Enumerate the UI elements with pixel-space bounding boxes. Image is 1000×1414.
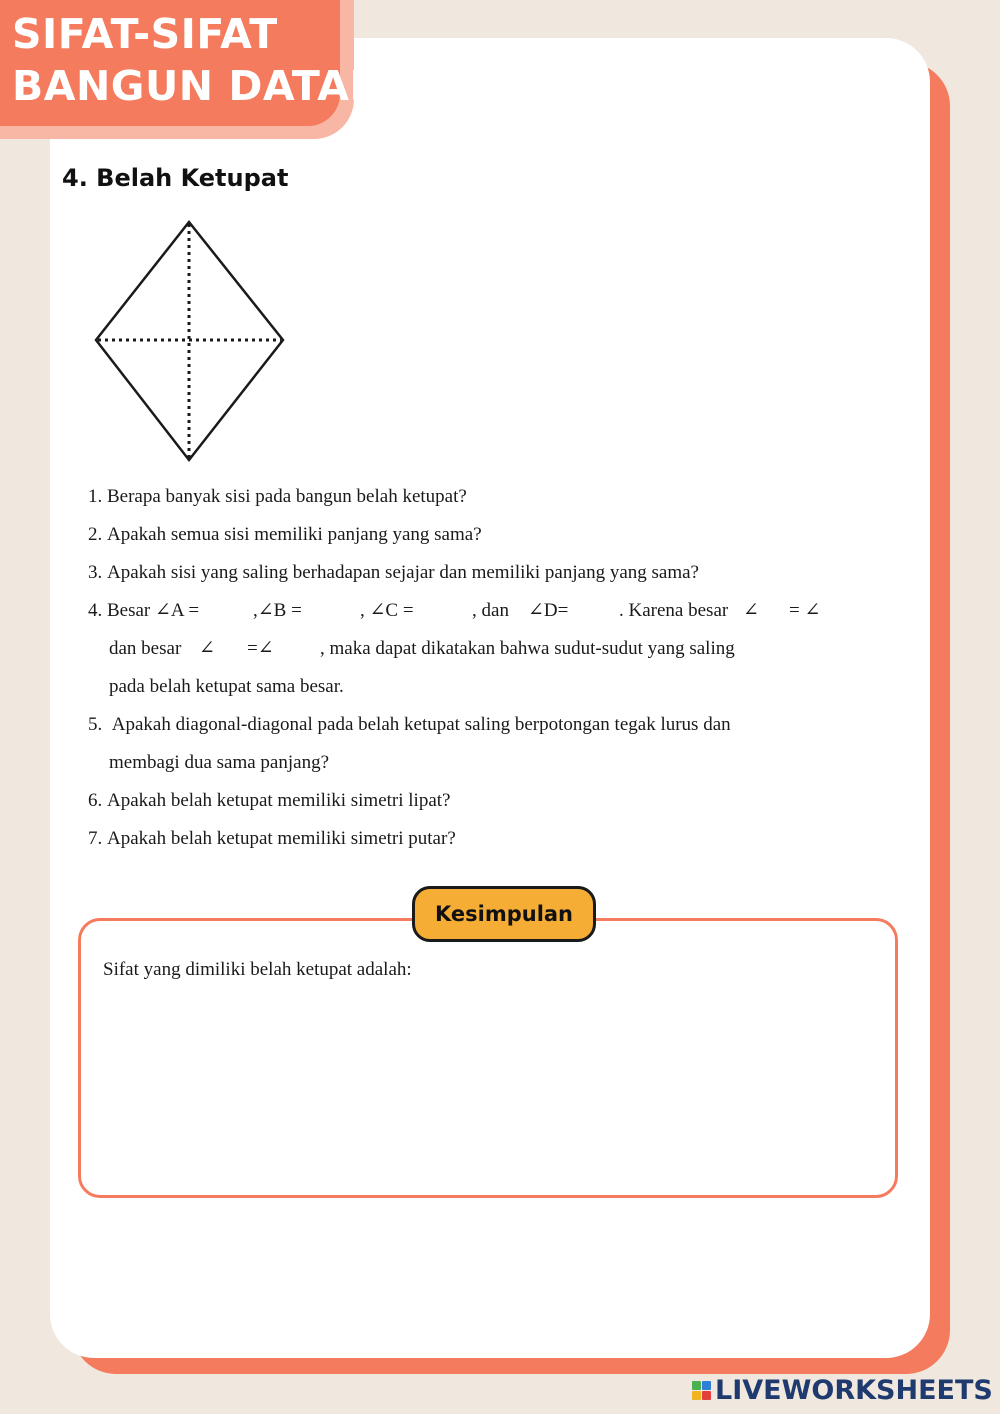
question-text: Apakah belah ketupat memiliki simetri lipat? [107,790,451,811]
question-text-continued: membagi dua sama panjang? [109,752,330,773]
conclusion-badge: Kesimpulan [412,886,596,942]
angle-c-label: , ∠C = [360,600,414,621]
question-number: 3. [88,562,103,583]
question-5 [88,706,878,782]
angle-symbol: ∠ [199,638,215,659]
watermark-text: LIVEWORKSHEETS [715,1374,993,1406]
page-title-line1: SIFAT-SIFAT [12,10,278,58]
question-number: 6. [88,790,103,811]
question-text: Apakah semua sisi memiliki panjang yang sama? [107,524,482,545]
question-list [88,478,878,858]
angle-b-label: ,∠B = [253,600,302,621]
question-text: Apakah diagonal-diagonal pada belah ketupat saling berpotongan tegak lurus dan [111,714,731,735]
question-text: Apakah sisi yang saling berhadapan sejajar dan memiliki panjang yang sama? [107,562,699,583]
q4-dan: , dan [472,600,509,621]
page-title [12,8,382,112]
question-4-line1 [88,592,878,630]
rhombus-diagram [90,216,290,466]
page-title-line2: BANGUN DATAR [12,62,382,110]
question-number: 2. [88,524,103,545]
q4-maka: , maka dapat dikatakan bahwa sudut-sudut yang saling [320,638,735,659]
q4-karena-besar: . Karena besar [619,600,729,621]
question-7 [88,820,878,858]
question-number: 5. [88,714,103,735]
logo-square [702,1391,711,1400]
question-2 [88,516,878,554]
liveworksheets-watermark [692,1374,993,1406]
question-4-line3 [88,668,878,706]
angle-symbol: ∠ [743,600,759,621]
angle-equals: =∠ [247,638,274,659]
question-number: 4. [88,600,103,621]
angle-d-label: ∠D= [528,600,569,621]
q4-line3: pada belah ketupat sama besar. [109,676,344,697]
angle-equals: = ∠ [789,600,821,621]
q4-besar: Besar [107,600,151,621]
question-3 [88,554,878,592]
logo-square [692,1381,701,1390]
question-number: 7. [88,828,103,849]
logo-square [702,1381,711,1390]
liveworksheets-logo-icon [692,1381,711,1400]
q4-dan-besar: dan besar [109,638,182,659]
angle-a-label: ∠A = [155,600,200,621]
question-5-line2 [88,744,878,782]
section-title: 4. Belah Ketupat [62,164,289,192]
question-6 [88,782,878,820]
question-1 [88,478,878,516]
question-5-line1 [88,706,878,744]
question-text: Berapa banyak sisi pada bangun belah ketupat? [107,486,467,507]
conclusion-prompt: Sifat yang dimiliki belah ketupat adalah: [103,959,412,980]
question-text: Apakah belah ketupat memiliki simetri putar? [107,828,456,849]
question-4 [88,592,878,706]
logo-square [692,1391,701,1400]
question-number: 1. [88,486,103,507]
question-4-line2 [88,630,878,668]
